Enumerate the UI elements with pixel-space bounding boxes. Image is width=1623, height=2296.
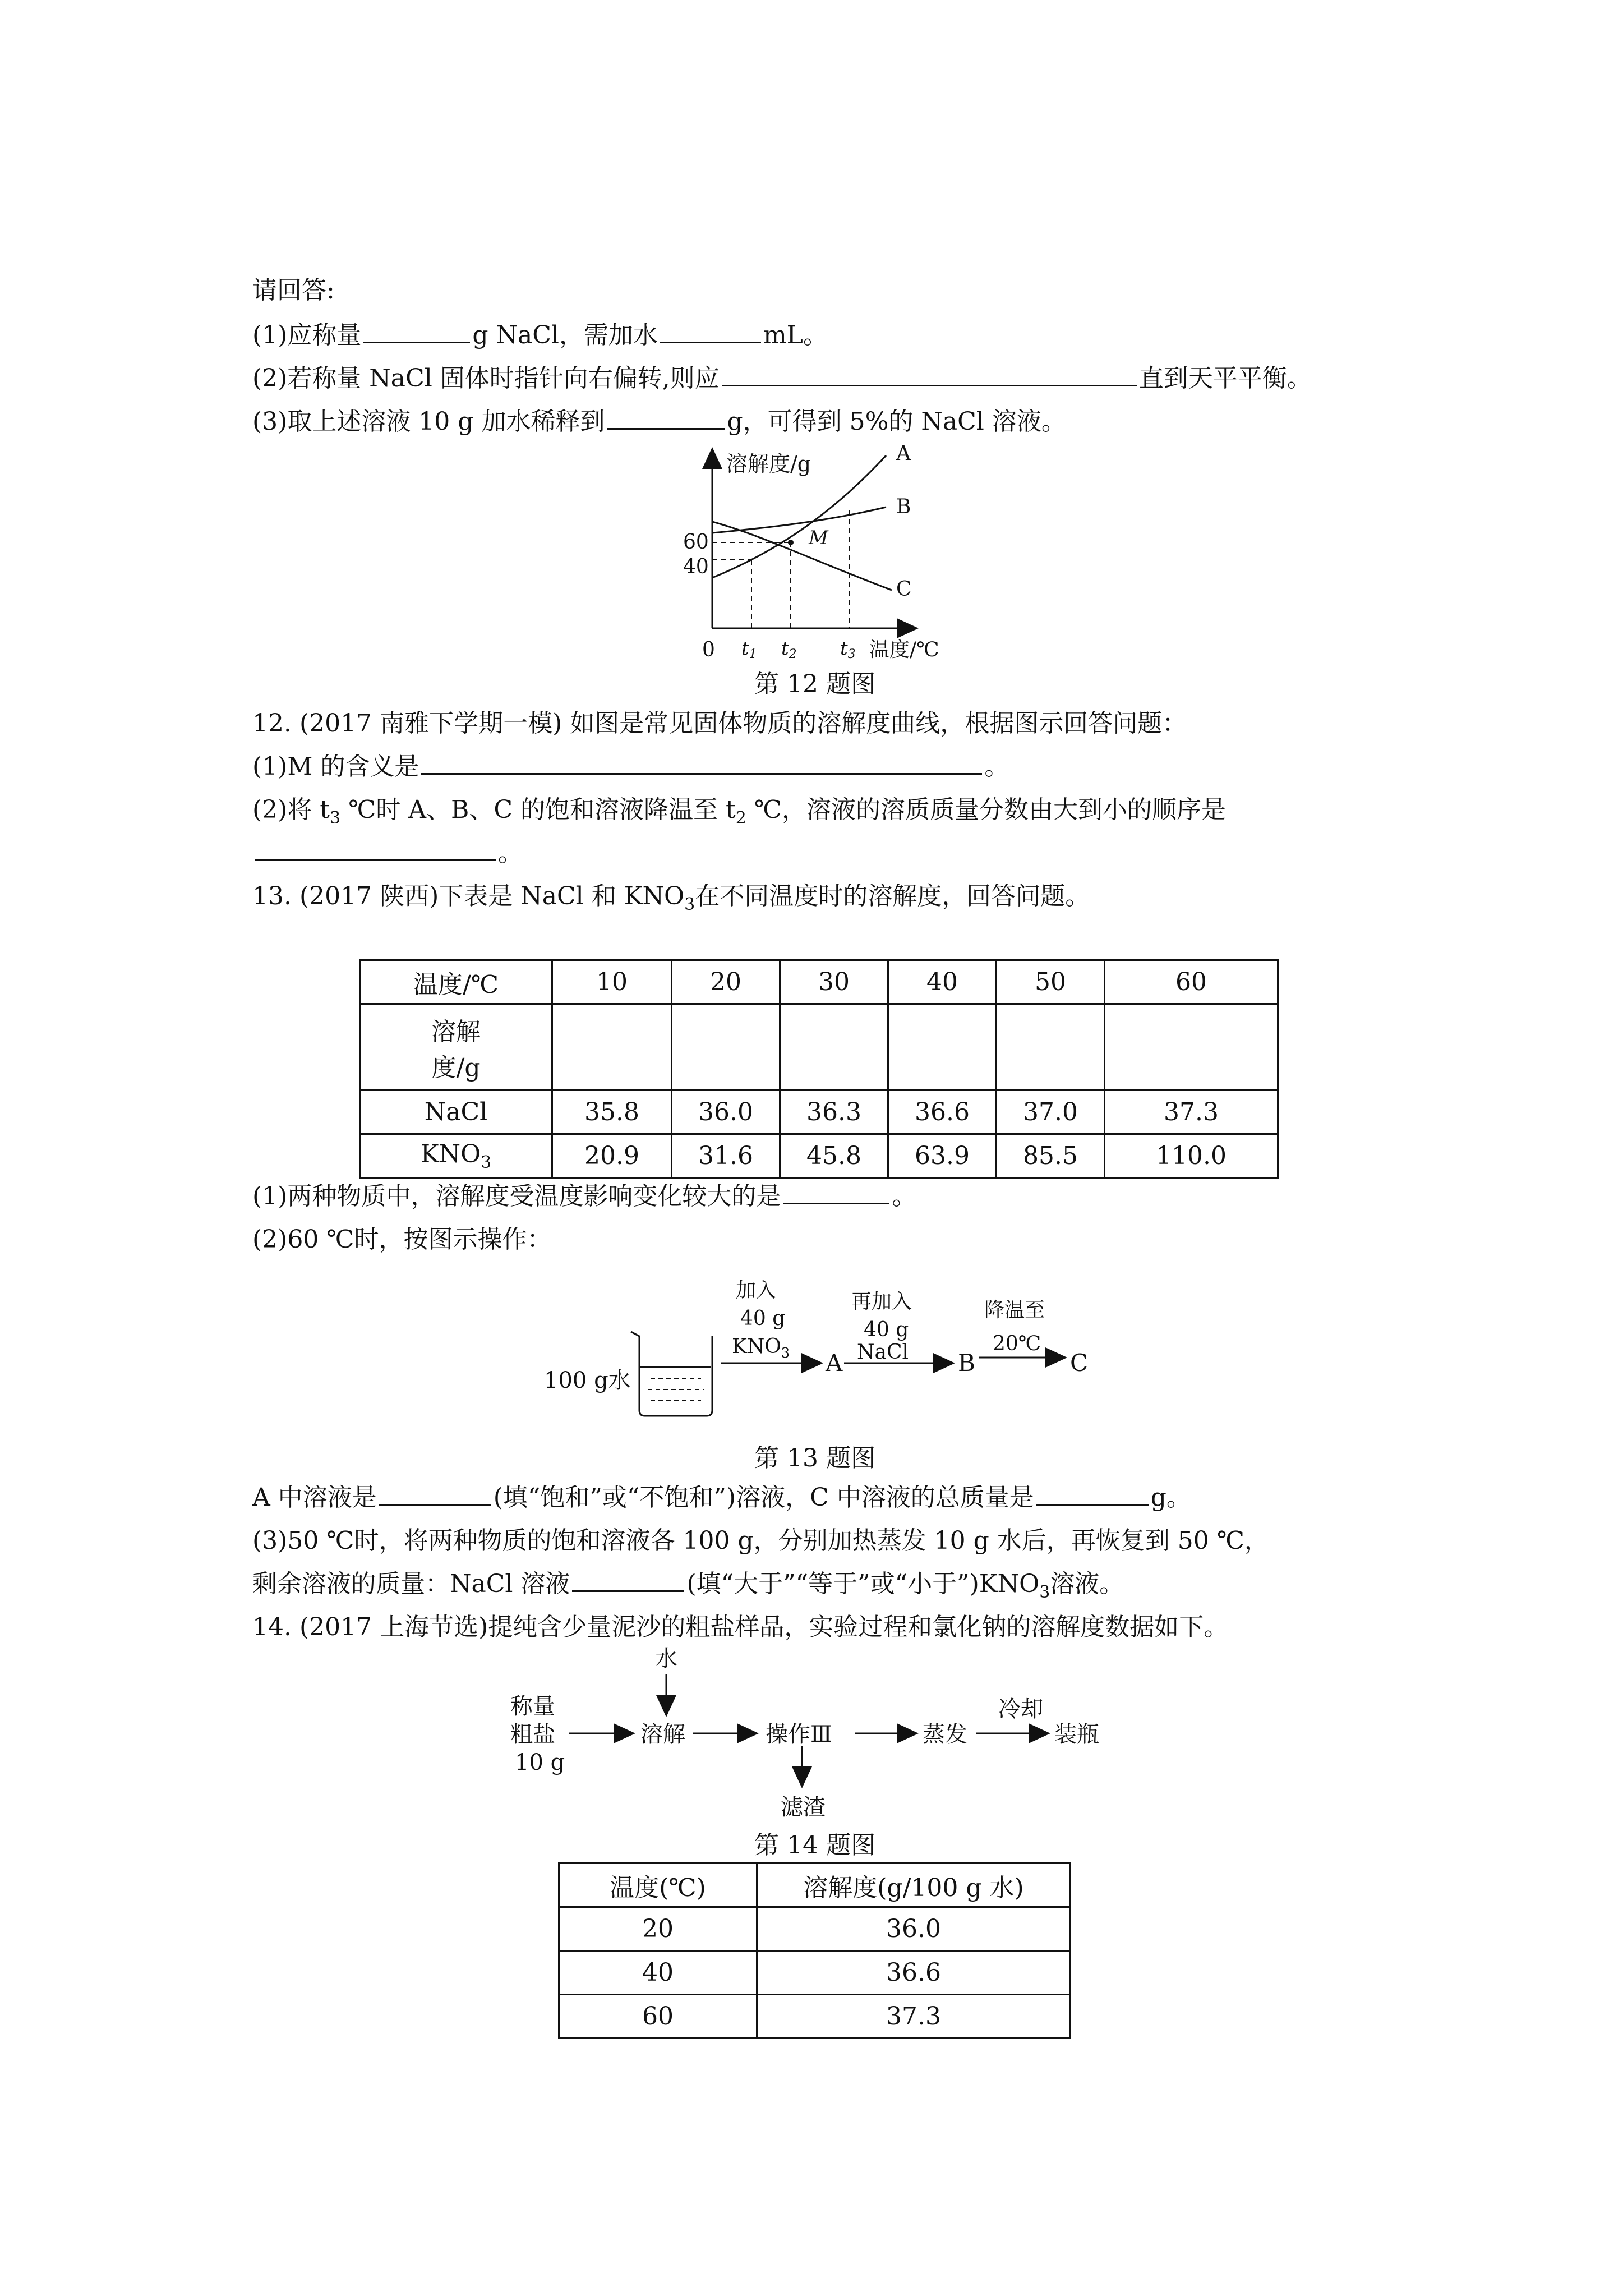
- answer-blank[interactable]: [379, 1481, 491, 1506]
- table-cell: [888, 1004, 997, 1091]
- table-cell: [997, 1004, 1105, 1091]
- start-label: 10 g: [515, 1750, 565, 1775]
- table-row: [360, 1134, 1278, 1178]
- table-cell: 45.8: [780, 1134, 888, 1178]
- table-cell: 63.9: [888, 1134, 997, 1178]
- node-b: B: [958, 1349, 975, 1377]
- x-tick-label: t3: [840, 637, 856, 661]
- beaker-icon: [631, 1332, 712, 1416]
- table-cell: 36.0: [672, 1091, 780, 1134]
- table-header-cell: 20: [672, 960, 780, 1004]
- step1-label: 加入: [736, 1279, 777, 1302]
- step2-label: NaCl: [857, 1341, 909, 1364]
- curve-a-label: A: [896, 443, 911, 465]
- table-cell: 37.0: [997, 1091, 1105, 1134]
- table-cell: 40: [559, 1951, 757, 1995]
- q13-part3-question: 剩余溶液的质量：NaCl 溶液 (填“大于”“等于”或“小于$”)KNO_3$溶液。: [252, 1567, 1124, 1609]
- table-row: [360, 1004, 1278, 1091]
- q14-stem: 14. (2017 上海节选)提纯含少量泥沙的粗盐样品，实验过程和氯化钠的溶解度数据如下。: [252, 1613, 1229, 1641]
- q12-stem: 12. (2017 南雅下学期一模) 如图是常见固体物质的溶解度曲线，根据图示回答问题：: [252, 709, 1187, 738]
- table-header-cell: 温度/℃: [360, 960, 552, 1004]
- table-cell: 36.0: [757, 1907, 1071, 1951]
- table-cell: 110.0: [1105, 1134, 1278, 1178]
- step2-label: 再加入: [851, 1290, 912, 1313]
- answer-blank[interactable]: [607, 406, 725, 430]
- table-row: [559, 1907, 1071, 1951]
- start-label: 称量: [510, 1694, 555, 1719]
- start-label: 粗盐: [510, 1722, 555, 1747]
- q13-stem: 13. (2017 陕西)下表是 NaCl 和 $KNO_3$在不同温度时的溶解度，回答问题。: [252, 882, 1090, 914]
- table-cell: 36.6: [888, 1091, 997, 1134]
- curve-c-label: C: [896, 578, 912, 601]
- table-cell: [552, 1004, 672, 1091]
- q11-part3: (3)取上述溶液 10 g 加水稀释到 g，可得到 5%的 NaCl 溶液。: [252, 405, 1066, 439]
- table-label-cell: NaCl: [360, 1091, 552, 1134]
- q11-part1: (1)应称量 g NaCl，需加水 mL。: [252, 319, 828, 352]
- curve-b-label: B: [896, 495, 911, 518]
- table-cell: [672, 1004, 780, 1091]
- table-row: [559, 1951, 1071, 1995]
- nacl-solubility-table: [558, 1862, 1071, 2039]
- table-cell: 20.9: [552, 1134, 672, 1178]
- answer-blank[interactable]: [1036, 1481, 1149, 1506]
- table-header-cell: 60: [1105, 960, 1278, 1004]
- point-m-label: M: [809, 527, 828, 549]
- table-header-cell: 40: [888, 960, 997, 1004]
- table-row: [360, 1091, 1278, 1134]
- step3-label: 20℃: [993, 1332, 1041, 1355]
- node-a: A: [826, 1349, 843, 1377]
- table-cell: 60: [559, 1995, 757, 2039]
- table-row: [559, 1864, 1071, 1907]
- table-header-cell: 温度(℃): [559, 1864, 757, 1907]
- process-diagram-13: [538, 1269, 1110, 1437]
- table-cell: 36.3: [780, 1091, 888, 1134]
- figure-13-caption: 第 13 题图: [754, 1444, 875, 1473]
- table-header-cell: 30: [780, 960, 888, 1004]
- solubility-curve-figure: [662, 443, 976, 662]
- answer-blank[interactable]: [363, 319, 470, 343]
- answer-blank[interactable]: [572, 1568, 684, 1592]
- residue-label: 滤渣: [781, 1795, 826, 1820]
- q12-part2: (2)将 $t_3$ ℃时 A、B、C 的饱和溶液降温至 $t_2$ ℃，溶液的溶质质量分数由大到小的顺序是: [252, 795, 1227, 828]
- q13-part1: (1)两种物质中，溶解度受温度影响变化较大的是 。: [252, 1180, 916, 1213]
- step3-label: 降温至: [984, 1299, 1045, 1322]
- bottle-step: 装瓶: [1054, 1722, 1099, 1747]
- step1-label: $KNO_3$: [732, 1335, 790, 1361]
- x-axis-label: 温度/℃: [869, 638, 939, 661]
- q13-part3: (3)50 ℃时，将两种物质的饱和溶液各 100 g，分别加热蒸发 10 g 水后，再恢复到 50 ℃，: [252, 1526, 1269, 1555]
- evaporate-step: 蒸发: [923, 1722, 967, 1747]
- q11-part2: (2)若称量 NaCl 固体时指针向右偏转,则应 直到天平平衡。: [252, 362, 1312, 395]
- answer-blank[interactable]: [722, 362, 1137, 386]
- answer-blank[interactable]: [421, 751, 982, 775]
- water-input-label: 水: [655, 1646, 677, 1672]
- table-cell: [1105, 1004, 1278, 1091]
- table-label-cell: 溶解 度/g: [360, 1004, 552, 1091]
- intersection-point-m: [788, 540, 794, 545]
- y-tick-label: 60: [683, 531, 709, 554]
- table-label-cell: $KNO_3$: [360, 1134, 552, 1178]
- table-cell: 85.5: [997, 1134, 1105, 1178]
- table-cell: 20: [559, 1907, 757, 1951]
- step1-label: 40 g: [740, 1307, 786, 1330]
- origin-label: 0: [702, 638, 715, 661]
- q13-part2: (2)60 ℃时，按图示操作：: [252, 1225, 552, 1254]
- step2-label: 40 g: [864, 1318, 909, 1341]
- y-tick-label: 40: [683, 555, 709, 578]
- dissolve-step: 溶解: [640, 1722, 685, 1747]
- table-cell: 36.6: [757, 1951, 1071, 1995]
- process-diagram-14: [494, 1644, 1155, 1823]
- y-axis-label: 溶解度/g: [726, 452, 811, 476]
- table-row: [559, 1995, 1071, 2039]
- table-cell: 37.3: [1105, 1091, 1278, 1134]
- curve-c: [712, 522, 892, 590]
- answer-blank[interactable]: [660, 319, 761, 343]
- table-cell: 31.6: [672, 1134, 780, 1178]
- answer-blank[interactable]: [783, 1180, 889, 1204]
- table-cell: 37.3: [757, 1995, 1071, 2039]
- figure-12-caption: 第 12 题图: [754, 670, 875, 698]
- table-cell: [780, 1004, 888, 1091]
- figure-14-caption: 第 14 题图: [754, 1831, 875, 1860]
- intro-text: 请回答:: [252, 276, 335, 305]
- q12-part2-answer: 。: [252, 836, 523, 870]
- q12-part1: (1)M 的含义是 。: [252, 750, 1009, 784]
- table-header-cell: 溶解度(g/100 g 水): [757, 1864, 1071, 1907]
- solubility-table: [359, 959, 1279, 1179]
- table-header-cell: 10: [552, 960, 672, 1004]
- table-header-cell: 50: [997, 960, 1105, 1004]
- table-cell: 35.8: [552, 1091, 672, 1134]
- table-row: [360, 960, 1278, 1004]
- answer-blank[interactable]: [255, 837, 496, 861]
- cool-label: 冷却: [998, 1696, 1043, 1722]
- x-tick-label: t1: [741, 637, 757, 661]
- node-c: C: [1070, 1349, 1089, 1377]
- q13-part2-question: A 中溶液是 (填“饱和”或“不饱和”)溶液，C 中溶液的总质量是 g。: [252, 1481, 1191, 1515]
- x-tick-label: t2: [781, 637, 797, 661]
- operation-3-step: 操作Ⅲ: [766, 1722, 832, 1747]
- water-label: 100 g水: [544, 1368, 631, 1393]
